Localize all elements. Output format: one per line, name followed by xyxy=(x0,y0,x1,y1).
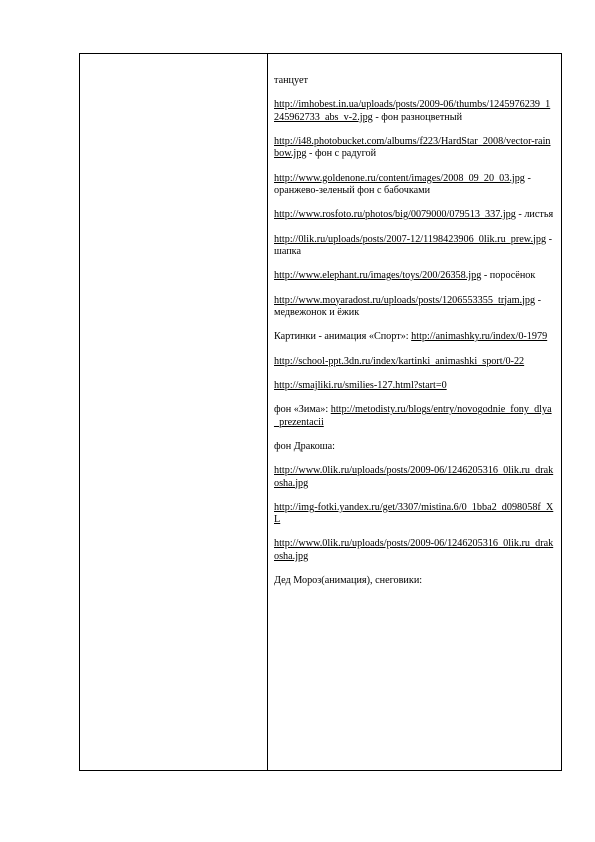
table-cell-right xyxy=(268,54,561,770)
url-link[interactable]: http://www.elephant.ru/images/toys/200/26358.jpg xyxy=(274,270,482,282)
url-link[interactable]: http://0lik.ru/uploads/posts/2007-12/1198423906_0lik.ru_prew.jpg xyxy=(274,233,547,245)
paragraph xyxy=(274,465,555,489)
url-link[interactable]: http://metodisty.ru/blogs/entry/novogodnie_fony_dlya_prezentacii xyxy=(274,404,552,428)
paragraph-text: танцует xyxy=(274,75,308,86)
paragraph-text: - оранжево-зеленый фон с бабочками xyxy=(274,172,531,196)
paragraph xyxy=(274,99,555,123)
url-link[interactable]: http://animashky.ru/index/0-1979 xyxy=(411,331,548,343)
paragraph-text: фон Дракоша: xyxy=(274,440,335,452)
paragraph-text: Картинки - анимация «Спорт»: xyxy=(274,331,412,343)
paragraph-text: - фон разноцветный xyxy=(372,111,463,123)
paragraph-text: - листья xyxy=(515,209,554,221)
paragraph xyxy=(274,575,555,587)
paragraph xyxy=(274,136,555,160)
paragraph xyxy=(274,331,555,343)
paragraph xyxy=(274,404,555,428)
url-link[interactable]: http://www.goldenone.ru/content/images/2008_09_20_03.jpg xyxy=(274,172,525,184)
paragraph-text: фон «Зима»: xyxy=(274,404,331,416)
url-link[interactable]: http://www.0lik.ru/uploads/posts/2009-06/1246205316_0lik.ru_drakosha.jpg xyxy=(274,538,554,562)
paragraph xyxy=(274,75,555,87)
url-link[interactable]: http://img-fotki.yandex.ru/get/3307/mistina.6/0_1bba2_d098058f_XL xyxy=(274,501,554,526)
paragraph-text: - фон с радугой xyxy=(306,148,377,160)
url-link[interactable]: http://imhobest.in.ua/uploads/posts/2009-06/thumbs/1245976239_1245962733_abs_v-2.jpg xyxy=(274,99,551,123)
paragraph xyxy=(274,502,555,526)
paragraph xyxy=(274,538,555,562)
table xyxy=(79,53,562,771)
paragraph-text: - шапка xyxy=(274,233,552,257)
paragraph xyxy=(274,270,555,282)
paragraph xyxy=(274,380,555,392)
paragraph xyxy=(274,173,555,197)
table-cell-left xyxy=(80,54,268,770)
paragraph xyxy=(274,234,555,258)
url-link[interactable]: http://smajliki.ru/smilies-127.html?start=0 xyxy=(274,379,447,391)
url-link[interactable]: http://www.moyaradost.ru/uploads/posts/1206553355_trjam.jpg xyxy=(274,294,536,306)
paragraph-text: - поросёнок xyxy=(481,270,536,282)
paragraph xyxy=(274,441,555,453)
paragraph xyxy=(274,295,555,319)
paragraph xyxy=(274,209,555,221)
url-link[interactable]: http://www.rosfoto.ru/photos/big/0079000/079513_337.jpg xyxy=(274,209,516,221)
url-link[interactable]: http://i48.photobucket.com/albums/f223/HardStar_2008/vector-rainbow.jpg xyxy=(274,135,551,160)
paragraph-text: - медвежонок и ёжик xyxy=(274,294,542,318)
url-link[interactable]: http://school-ppt.3dn.ru/index/kartinki_animashki_sport/0-22 xyxy=(274,355,525,367)
url-link[interactable]: http://www.0lik.ru/uploads/posts/2009-06/1246205316_0lik.ru_drakosha.jpg xyxy=(274,465,554,489)
paragraph-text: Дед Мороз(анимация), снеговики: xyxy=(274,575,423,587)
paragraph xyxy=(274,356,555,368)
